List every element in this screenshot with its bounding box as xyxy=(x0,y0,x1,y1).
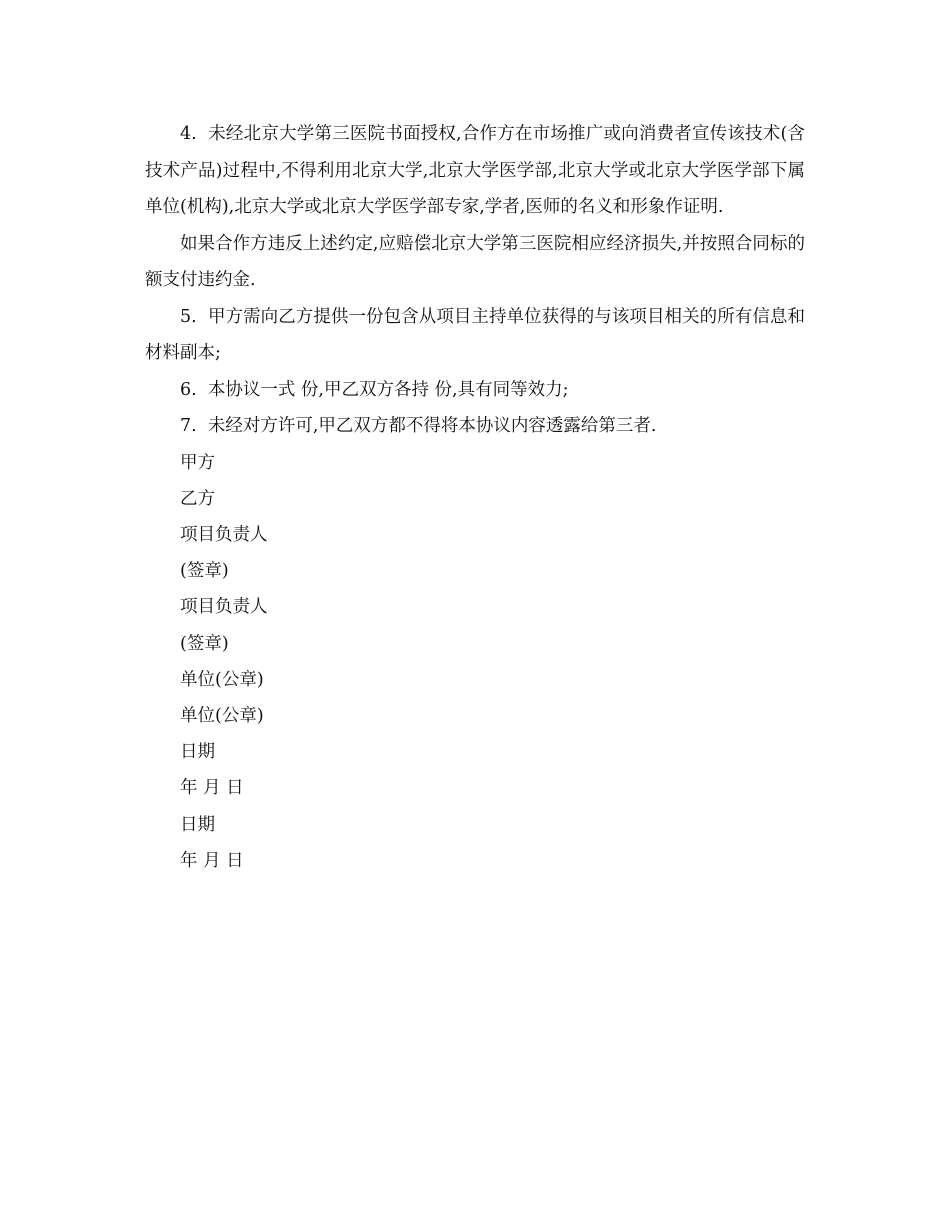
party-a-label: 甲方 xyxy=(180,452,215,473)
clause-5-paragraph: 5. 甲方需向乙方提供一份包含从项目主持单位获得的与该项目相关的所有信息和材料副本; xyxy=(145,306,805,363)
agreement-clauses xyxy=(145,116,805,445)
date-fields: 年 月 日 xyxy=(180,778,244,799)
project-lead-label: 项目负责人 xyxy=(180,524,268,545)
date-label: 日期 xyxy=(180,814,215,835)
signature-block xyxy=(145,445,805,879)
breach-paragraph: 如果合作方违反上述约定,应赔偿北京大学第三医院相应经济损失,并按照合同标的额支付违约金. xyxy=(145,233,805,290)
signature-seal-label: (签章) xyxy=(180,561,229,582)
unit-seal-label: 单位(公章) xyxy=(180,669,264,690)
signature-seal-label: (签章) xyxy=(180,633,229,654)
clause-7-paragraph: 7. 未经对方许可,甲乙双方都不得将本协议内容透露给第三者. xyxy=(180,416,657,436)
unit-seal-label: 单位(公章) xyxy=(180,705,264,726)
party-b-label: 乙方 xyxy=(180,488,215,509)
date-fields: 年 月 日 xyxy=(180,850,244,871)
date-label: 日期 xyxy=(180,742,215,763)
project-lead-label: 项目负责人 xyxy=(180,597,268,618)
clause-4-paragraph: 4. 未经北京大学第三医院书面授权,合作方在市场推广或向消费者宣传该技术(含技术产品)过程中,不得利用北京大学,北京大学医学部,北京大学或北京大学医学部下属单位(机构),北京大学或北京大学医学部专家,学者,医师的名义和形象作证明. xyxy=(145,124,805,217)
clause-6-paragraph: 6. 本协议一式 份,甲乙双方各持 份,具有同等效力; xyxy=(180,379,569,400)
